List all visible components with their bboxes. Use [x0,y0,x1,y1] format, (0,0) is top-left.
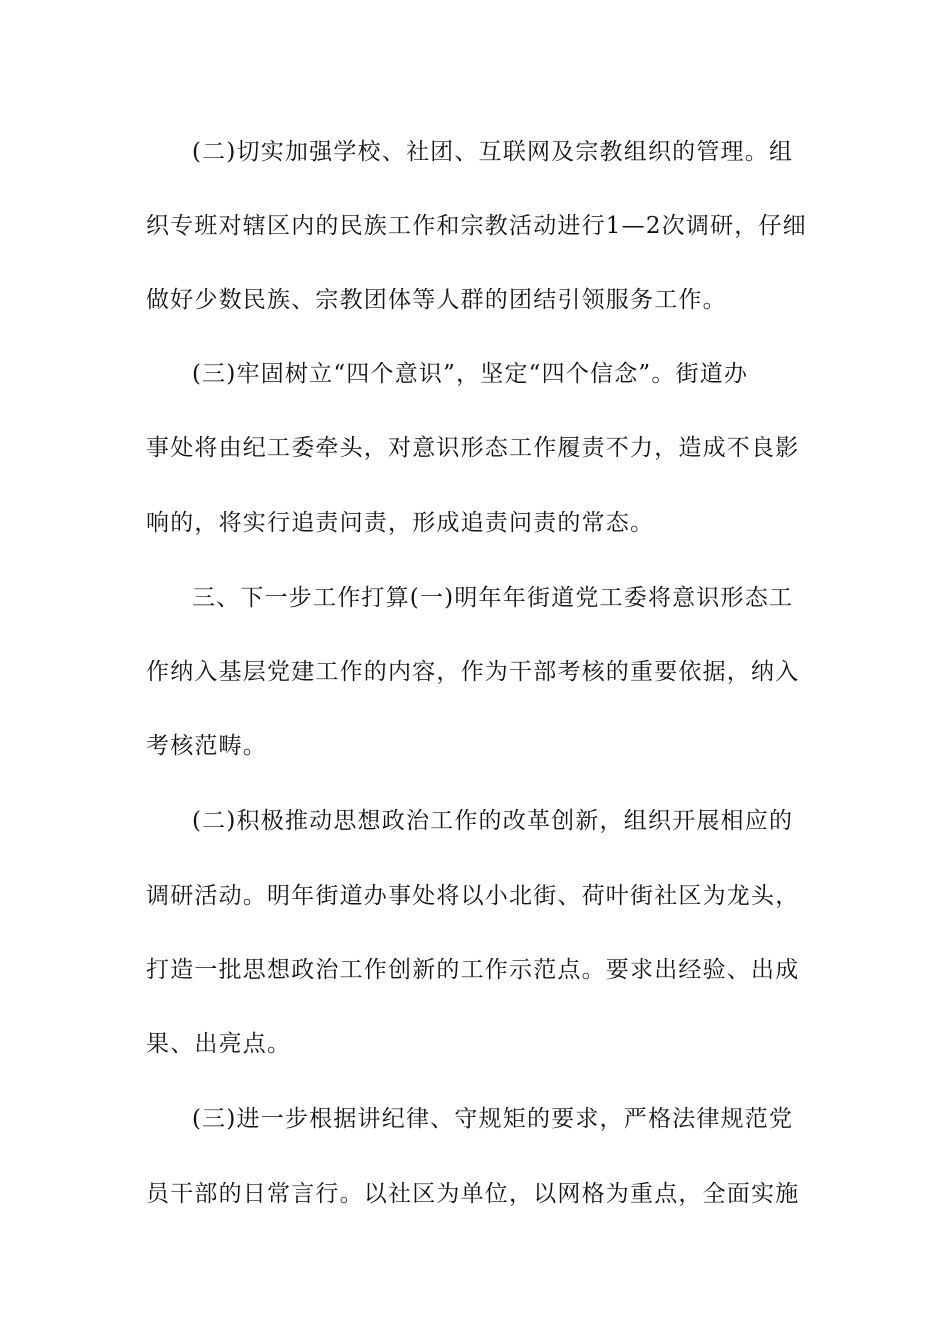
paragraph-3-line-2: 事处将由纪工委牵头，对意识形态工作履责不力，造成不良影 [146,435,800,461]
paragraph-next-2-line-1: (二)积极推动思想政治工作的改革创新，组织开展相应的 [192,808,794,834]
paragraph-next-3-line-2: 员干部的日常言行。以社区为单位，以网格为重点，全面实施 [146,1181,800,1207]
paragraph-next-2-line-2: 调研活动。明年街道办事处将以小北街、荷叶街社区为龙头， [146,883,800,909]
paragraph-3-line-1: (三)牢固树立“四个意识”，坚定“四个信念”。街道办 [192,361,749,387]
paragraph-2-line-1: (二)切实加强学校、社团、互联网及宗教组织的管理。组 [192,139,794,165]
section-3-line-1: 三、下一步工作打算(一)明年年街道党工委将意识形态工 [192,585,794,611]
section-3-line-2: 作纳入基层党建工作的内容，作为干部考核的重要依据，纳入 [146,659,800,685]
paragraph-2-line-2: 织专班对辖区内的民族工作和宗教活动进行1—2次调研，仔细 [146,213,807,239]
paragraph-next-2-line-4: 果、出亮点。 [146,1031,292,1057]
paragraph-next-2-line-3: 打造一批思想政治工作创新的工作示范点。要求出经验、出成 [146,957,800,983]
paragraph-2-line-3: 做好少数民族、宗教团体等人群的团结引领服务工作。 [146,287,727,313]
paragraph-next-3-line-1: (三)进一步根据讲纪律、守规矩的要求，严格法律规范党 [192,1106,794,1132]
paragraph-3-line-3: 响的，将实行追责问责，形成追责问责的常态。 [146,510,655,536]
section-3-line-3: 考核范畴。 [146,733,267,759]
